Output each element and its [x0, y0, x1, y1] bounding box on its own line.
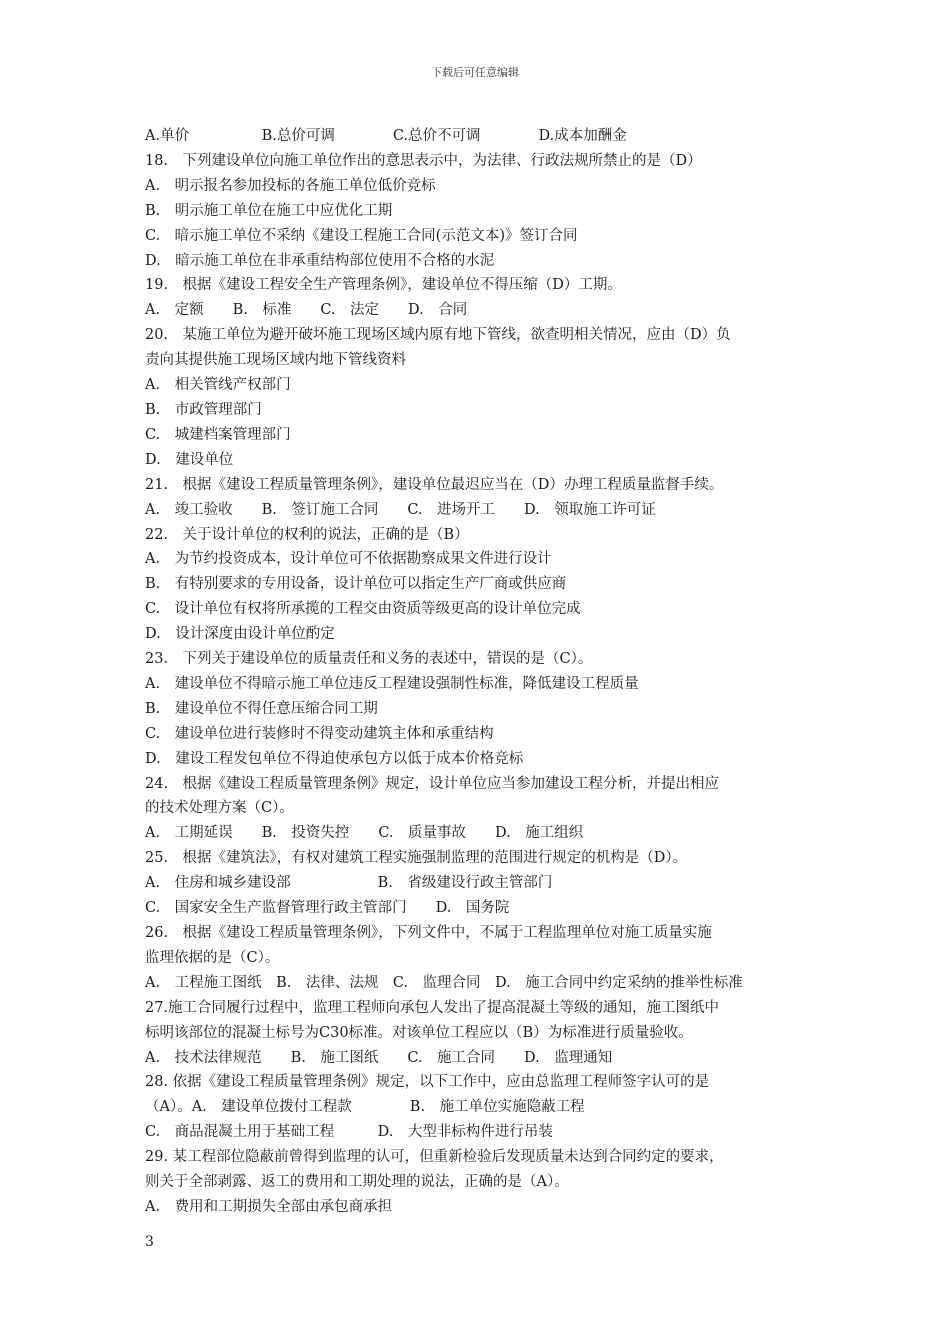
text-line: B. 明示施工单位在施工中应优化工期 — [145, 202, 393, 219]
text-line: 28. 依据《建设工程质量管理条例》规定，以下工作中，应由总监理工程师签字认可的是 — [145, 1074, 710, 1091]
text-line: 29. 某工程部位隐蔽前曾得到监理的认可，但重新检验后发现质量未达到合同约定的要求， — [145, 1149, 724, 1166]
text-line: A. 工程施工图纸 B. 法律、法规 C. 监理合同 D. 施工合同中约定采纳的推举性标准 — [145, 974, 743, 991]
text-line: A. 定额 B. 标准 C. 法定 D. 合同 — [145, 302, 468, 319]
text-line: 22. 关于设计单位的权利的说法，正确的是（B） — [145, 526, 469, 543]
text-line: D. 设计深度由设计单位酌定 — [145, 626, 335, 643]
text-line: A.单价 B.总价可调 C.总价不可调 D.成本加酬金 — [145, 128, 627, 144]
text-line: 则关于全部剥露、返工的费用和工期处理的说法，正确的是（A）。 — [145, 1174, 569, 1191]
text-line: 21. 根据《建设工程质量管理条例》，建设单位最迟应当在（D）办理工程质量监督手续。 — [145, 476, 724, 493]
text-line: （A）。A. 建设单位拨付工程款 B. 施工单位实施隐蔽工程 — [145, 1099, 585, 1116]
text-line: 23. 下列关于建设单位的质量责任和义务的表述中，错误的是（C）。 — [145, 651, 593, 668]
text-line: C. 国家安全生产监督管理行政主管部门 D. 国务院 — [145, 900, 510, 917]
text-line: B. 有特别要求的专用设备，设计单位可以指定生产厂商或供应商 — [145, 576, 567, 593]
text-line: A. 为节约投资成本，设计单位可不依据勘察成果文件进行设计 — [145, 551, 552, 568]
text-line: C. 设计单位有权将所承揽的工程交由资质等级更高的设计单位完成 — [145, 601, 581, 618]
text-line: A. 费用和工期损失全部由承包商承担 — [145, 1198, 393, 1215]
text-line: 26. 根据《建设工程质量管理条例》，下列文件中，不属于工程监理单位对施工质量实施 — [145, 925, 712, 941]
page-header: 下载后可任意编辑 — [431, 66, 519, 79]
text-line: 责向其提供施工现场区域内地下管线资料 — [145, 352, 406, 369]
page-number: 3 — [145, 1234, 154, 1250]
text-line: A. 技术法律规范 B. 施工图纸 C. 施工合同 D. 监理通知 — [145, 1049, 613, 1066]
text-line: 监理依据的是（C）。 — [145, 949, 280, 966]
text-line: A. 明示报名参加投标的各施工单位低价竞标 — [145, 177, 436, 194]
text-line: 的技术处理方案（C）。 — [145, 800, 294, 817]
text-line: C. 暗示施工单位不采纳《建设工程施工合同(示范文本)》签订合同 — [145, 227, 578, 244]
text-line: D. 建设工程发包单位不得迫使承包方以低于成本价格竞标 — [145, 750, 524, 767]
text-line: C. 城建档案管理部门 — [145, 426, 291, 443]
text-line: C. 商品混凝土用于基础工程 D. 大型非标构件进行吊装 — [145, 1124, 553, 1141]
text-line: A. 工期延误 B. 投资失控 C. 质量事故 D. 施工组织 — [145, 825, 584, 842]
text-line: C. 建设单位进行装修时不得变动建筑主体和承重结构 — [145, 725, 494, 742]
document-body — [145, 124, 813, 1220]
text-line: A. 竣工验收 B. 签订施工合同 C. 进场开工 D. 领取施工许可证 — [145, 501, 656, 518]
text-line: 20. 某施工单位为避开破坏施工现场区域内原有地下管线，欲查明相关情况，应由（D）负 — [145, 327, 731, 344]
text-line: 标明该部位的混凝土标号为C30标准。对该单位工程应以（B）为标准进行质量验收。 — [145, 1024, 693, 1041]
text-line: B. 市政管理部门 — [145, 401, 262, 418]
text-line: A. 相关管线产权部门 — [145, 377, 291, 394]
text-line: 19. 根据《建设工程安全生产管理条例》，建设单位不得压缩（D）工期。 — [145, 277, 622, 294]
text-line: A. 住房和城乡建设部 B. 省级建设行政主管部门 — [145, 875, 553, 892]
text-line: 18. 下列建设单位向施工单位作出的意思表示中，为法律、行政法规所禁止的是（D） — [145, 152, 702, 169]
text-line: D. 建设单位 — [145, 451, 234, 468]
text-line: A. 建设单位不得暗示施工单位违反工程建设强制性标准，降低建设工程质量 — [145, 675, 639, 692]
text-line: 25. 根据《建筑法》，有权对建筑工程实施强制监理的范围进行规定的机构是（D）。 — [145, 850, 688, 867]
text-line: 27.施工合同履行过程中，监理工程师向承包人发出了提高混凝土等级的通知，施工图纸中 — [145, 999, 720, 1016]
text-line: 24. 根据《建设工程质量管理条例》规定，设计单位应当参加建设工程分析，并提出相应 — [145, 775, 720, 792]
text-line: B. 建设单位不得任意压缩合同工期 — [145, 700, 378, 717]
text-line: D. 暗示施工单位在非承重结构部位使用不合格的水泥 — [145, 252, 495, 269]
